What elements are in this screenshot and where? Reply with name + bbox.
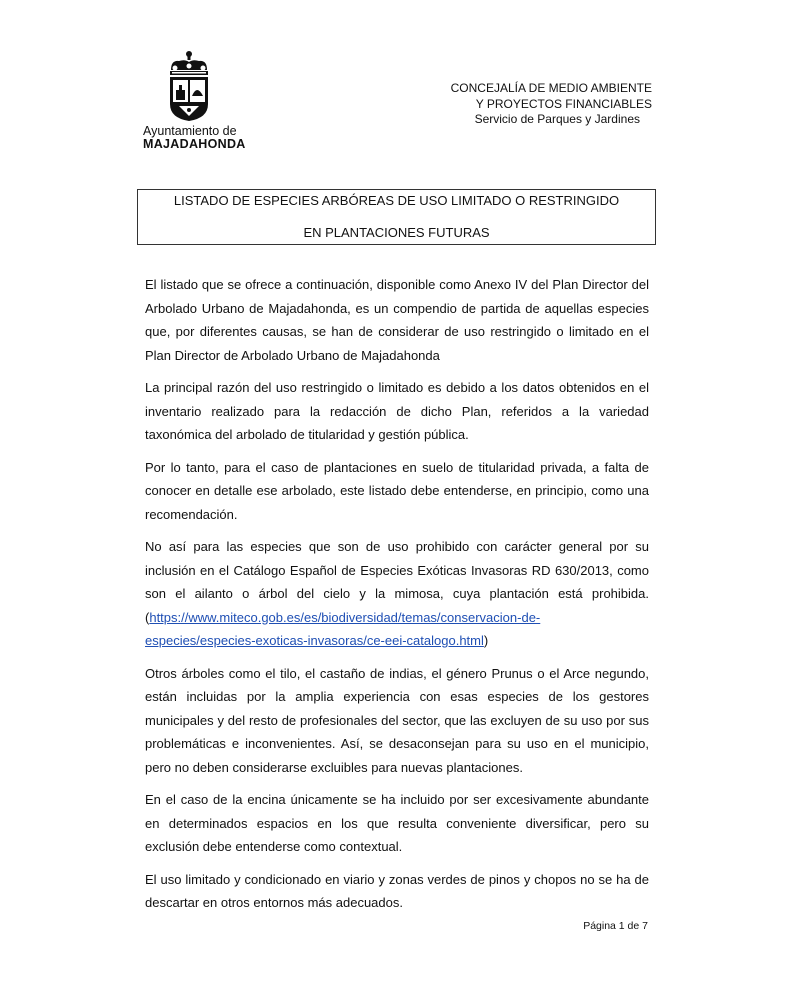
title-line-1: LISTADO DE ESPECIES ARBÓREAS DE USO LIMITADO O RESTRINGIDO — [173, 193, 620, 208]
document-body — [145, 273, 649, 924]
department-header — [451, 81, 652, 128]
page-number: Página 1 de 7 — [583, 920, 648, 932]
department-line-2: Y PROYECTOS FINANCIABLES — [475, 96, 652, 111]
paren-close: ) — [483, 633, 489, 648]
paragraph-3: Por lo tanto, para el caso de plantaciones en suelo de titularidad privada, a falta de conocer en detalle ese arbolado, este listado debe entenderse, en principio, como una recomendación. — [145, 459, 649, 522]
title-line-2: EN PLANTACIONES FUTURAS — [303, 225, 490, 240]
crown-shield-icon — [165, 50, 213, 122]
department-line-1: CONCEJALÍA DE MEDIO AMBIENTE — [450, 81, 652, 95]
paren-open: ( — [145, 609, 150, 625]
paragraph-4 — [145, 535, 649, 653]
paragraph-7: El uso limitado y condicionado en viario y zonas verdes de pinos y chopos no se ha de descartar en otros entornos más adecuados. — [145, 871, 649, 910]
document-title-box — [137, 189, 656, 245]
paragraph-1: El listado que se ofrece a continuación, disponible como Anexo IV del Plan Director del Arbolado Urbano de Majadahonda, es un compendio de partida de aquellas especies que, por diferentes causas, se han de considerar de uso restringido o limitado en el Plan Director de Arbolado Urbano de Majadahonda — [145, 277, 649, 363]
paragraph-6: En el caso de la encina únicamente se ha incluido por ser excesivamente abundante en determinados espacios en los que resulta conveniente diversificar, pero su exclusión debe entenderse como contextual. — [145, 792, 649, 854]
municipal-logo — [143, 50, 246, 151]
catalog-link[interactable]: https://www.miteco.gob.es/es/biodiversidad/temas/conservacion-de-especies/especies-exoticas-invasoras/ce-eei-catalogo.html — [145, 609, 541, 648]
department-line-3: Servicio de Parques y Jardines — [474, 112, 640, 126]
paragraph-4-text: No así para las especies que son de uso prohibido con carácter general por su inclusión en el Catálogo Español de Especies Exóticas Invasoras RD 630/2013, como son el ailanto o árbol del cielo y la mimosa, cuya plantación está prohibida. — [145, 539, 649, 601]
logo-text-majadahonda: MAJADAHONDA — [143, 137, 246, 151]
paragraph-2: La principal razón del uso restringido o limitado es debido a los datos obtenidos en el inventario realizado para la redacción de dicho Plan, referidos a la variedad taxonómica del arbolado de titularidad y gestión pública. — [145, 380, 649, 442]
logo-text-ayuntamiento: Ayuntamiento de — [143, 124, 237, 138]
paragraph-5: Otros árboles como el tilo, el castaño de indias, el género Prunus o el Arce negundo, están incluidas por la amplia experiencia con esas especies de los gestores municipales y del resto de profesionales del sector, que las excluyen de su uso por sus problemáticas e inconvenientes. Así, se desaconsejan para su uso en el municipio, pero no deben considerarse excluibles para nuevas plantaciones. — [145, 665, 649, 775]
